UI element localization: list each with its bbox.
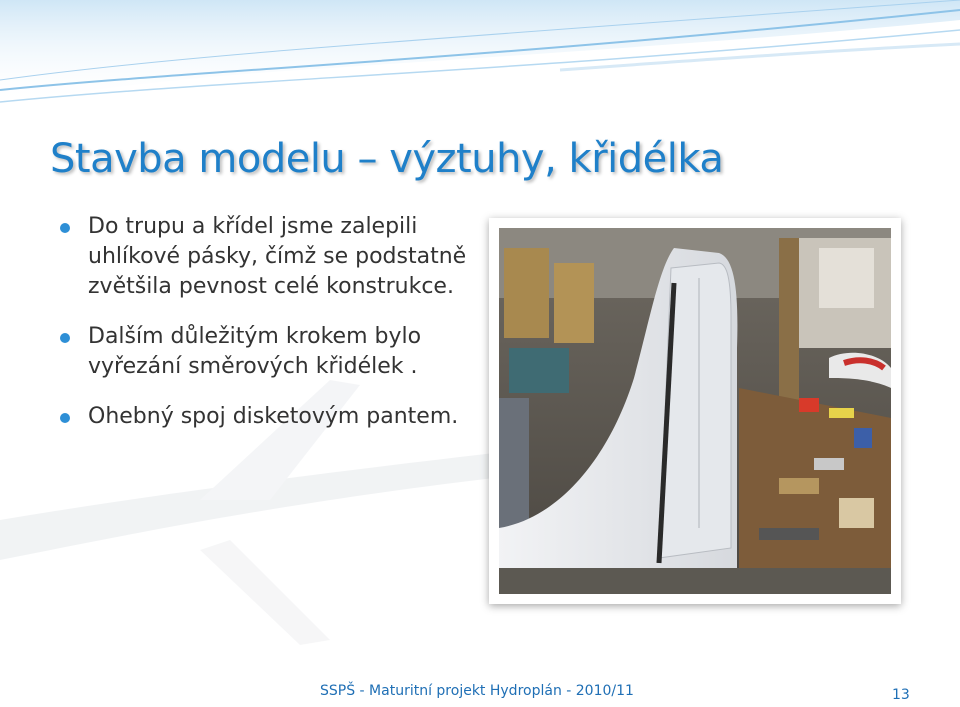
rudder-photo [499, 228, 891, 594]
bullet-item [60, 322, 490, 382]
bullet-text: Dalším důležitým krokem bylo vyřezání směrových křidélek . [88, 324, 422, 379]
page-number: 13 [892, 687, 910, 703]
bullet-dot-icon [60, 223, 70, 233]
footer-text: SSPŠ - Maturitní projekt Hydroplán - 2010/11 [320, 683, 634, 699]
photo-frame [489, 218, 901, 604]
bullet-list [60, 212, 490, 452]
bullet-text: Ohebný spoj disketovým pantem. [88, 404, 459, 429]
slide-title: Stavba modelu – výztuhy, křidélka [50, 136, 724, 182]
bullet-dot-icon [60, 413, 70, 423]
bullet-dot-icon [60, 333, 70, 343]
bullet-item [60, 402, 490, 432]
bullet-item [60, 212, 490, 302]
bullet-text: Do trupu a křídel jsme zalepili uhlíkové pásky, čímž se podstatně zvětšila pevnost celé konstrukce. [88, 214, 467, 299]
decorative-wave-header [0, 0, 960, 130]
